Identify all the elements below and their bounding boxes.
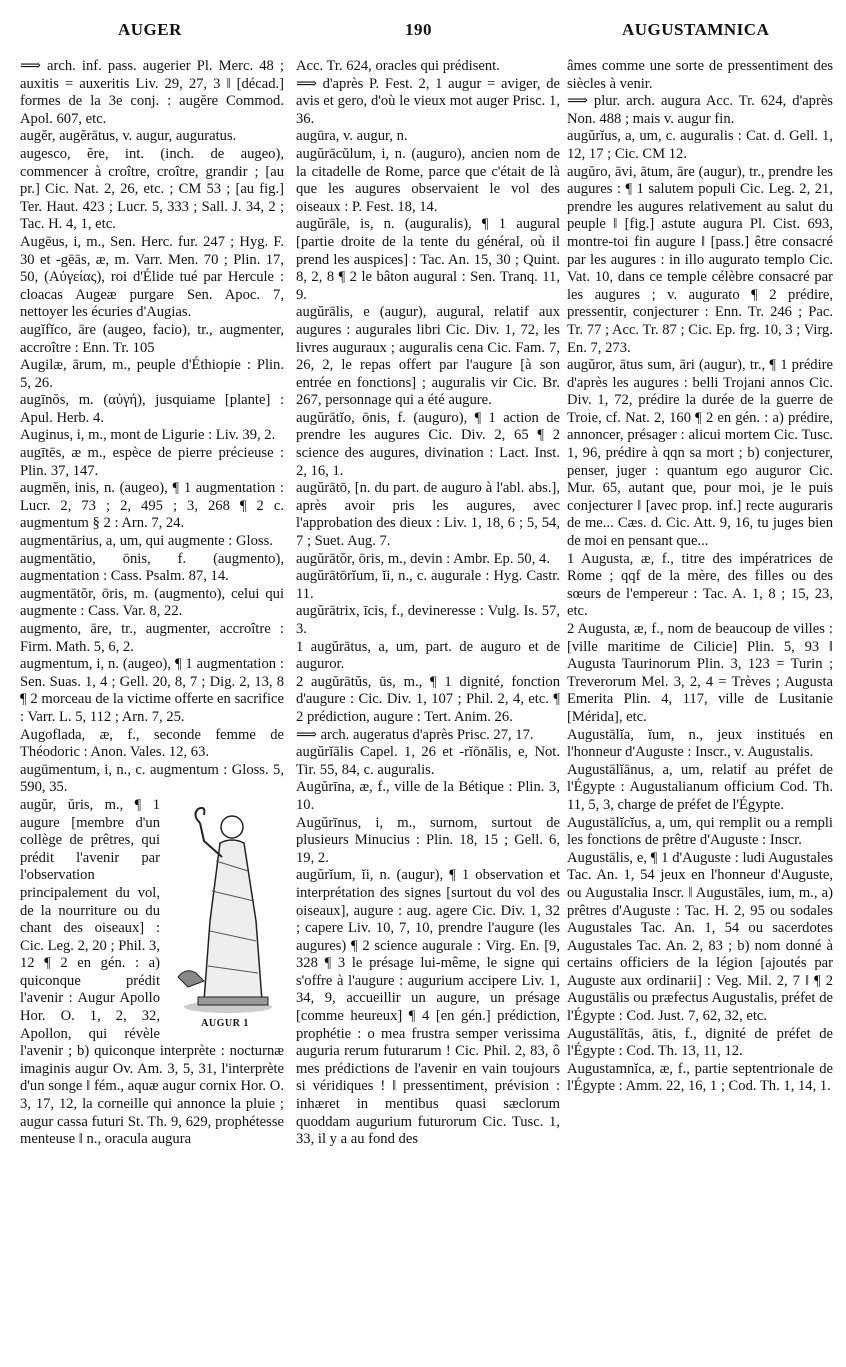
entry: augŭrātĭo, ōnis, f. (auguro), ¶ 1 action de prendre les augures Cic. Div. 2, 65 ¶ 2 science des augures, divination : Lact. Inst. 2, 16, 1.: [296, 409, 560, 479]
entry: Augustālĭtās, ātis, f., dignité de préfet de l'Égypte : Cod. Th. 13, 11, 12.: [567, 1025, 833, 1060]
entry: augŭrātō, [n. du part. de auguro à l'abl. abs.], après avoir pris les augures, avec l'approbation des dieux : Liv. 1, 18, 6 ; 5, 54, 7 ; Suet. Aug. 7.: [296, 480, 560, 550]
entry: ⟹ arch. augeratus d'après Prisc. 27, 17.: [296, 726, 534, 743]
entry: augmentārius, a, um, qui augmente : Gloss.: [20, 533, 273, 550]
header-left-guide-word: AUGER: [118, 20, 182, 39]
page-header: [0, 20, 846, 48]
entry: augŭrācŭlum, i, n. (auguro), ancien nom de la citadelle de Rome, parce que c'était de là que les augures observaient le vol des oiseaux : P. Fest. 18, 14.: [296, 145, 560, 215]
column-2: [296, 58, 560, 1149]
entry: ⟹ d'après P. Fest. 2, 1 augur = aviger, de avis et gero, d'où le vieux mot auger Prisc. 1, 36.: [296, 75, 560, 127]
entry: augŭrāle, is, n. (auguralis), ¶ 1 augural [partie droite de la tente du général, où il prend les auspices] : Tac. An. 15, 30 ; Quint. 8, 2, 8 ¶ 2 le bâton augural : Sen. Tranq. 11, 9.: [296, 216, 560, 303]
entry: Augoflada, æ, f., seconde femme de Théodoric : Anon. Vales. 12, 63.: [20, 726, 284, 761]
entry: augĭfĭco, āre (augeo, facio), tr., augmenter, accroître : Enn. Tr. 105: [20, 321, 284, 356]
entry: augmentum, i, n. (augeo), ¶ 1 augmentation : Sen. Suas. 1, 4 ; Gell. 20, 8, 7 ; Dig. 2, 13, 8 ¶ 2 morceau de la victime offerte en sacrifice : Varr. L. 5, 112 ; Arn. 7, 25.: [20, 656, 284, 725]
entry: augŭrĭālis Capel. 1, 26 et -rĭōnālis, e, Not. Tir. 55, 84, c. auguralis.: [296, 744, 560, 778]
entry: augmentātio, ōnis, f. (augmento), augmentation : Cass. Psalm. 87, 14.: [20, 550, 284, 585]
entry: Auginus, i, m., mont de Ligurie : Liv. 39, 2.: [20, 427, 276, 444]
entry: 1 augŭrātus, a, um, part. de auguro et de auguror.: [296, 638, 560, 673]
entry: augĕr, augĕrātus, v. augur, auguratus.: [20, 128, 237, 145]
header-right-guide-word: AUGUSTAMNICA: [622, 20, 770, 39]
entry: 2 augŭrātŭs, ūs, m., ¶ 1 dignité, fonction d'augure : Cic. Div. 1, 107 ; Phil. 2, 4, etc. ¶ 2 prédiction, augure : Tert. Anim. 26.: [296, 673, 560, 725]
entry: augīnŏs, m. (αὐγή), jusquiame [plante] : Apul. Herb. 4.: [20, 392, 284, 426]
entry: Augēus, i, m., Sen. Herc. fur. 247 ; Hyg. F. 30 et -gēās, æ, m. Varr. Men. 70 ; Plin. 17, 50, (Αὐγείας), roi d'Élide tué par Hercule : cloacas Augeæ purgare Sen. Apoc. 7, nettoyer les écuries d'Augias.: [20, 233, 284, 321]
entry: augūmentum, i, n., c. augmentum : Gloss. 5, 590, 35.: [20, 761, 284, 796]
entry: augŭror, ātus sum, āri (augur), tr., ¶ 1 prédire d'après les augures : belli Trojani annos Cic. Div. 1, 72, prédire la durée de la guerre de Troie, cf. Nat. 2, 160 ¶ 2 en gén. : a) prédire, annoncer, présager : alicui mortem Cic. Tusc. 1, 96, prédire à qqn sa mort ; b) conjecturer, penser, juger : quantum ego auguror Cic. Mur. 65, autant que, pour moi, je le puis conjecturer ‖ [avec prop. inf.] recte auguraris de me... Cæs. d. Cic. Att. 9, 16, tu juges bien de moi en pensant que...: [567, 357, 833, 550]
column-1: [20, 58, 284, 1149]
entry: augesco, ĕre, int. (inch. de augeo), commencer à croître, croître, grandir ; [au pr.] Cic. Nat. 2, 26, etc. ; CM 53 ; [au fig.] Ter. Haut. 423 ; Lucr. 5, 333 ; Sall. J. 34, 2 ; Tac. H. 4, 1, etc.: [20, 145, 284, 233]
entry: augŭrātrix, īcis, f., devineresse : Vulg. Is. 57, 3.: [296, 603, 560, 637]
entry: Augustālis, e, ¶ 1 d'Auguste : ludi Augustales Tac. An. 1, 54 jeux en l'honneur d'Auguste, ou Augustalia Inscr. ‖ Augustāles, ium, m., a) prêtres d'Auguste : Tac. H. 2, 95 ou sodales Augustales Tac. An. 1, 54 ou sacerdotes Augustales Tac. An. 2, 83 ; b) nom donné à certains officiers de la légion [ajoutés par Auguste aux ordinarii] : Veg. Mil. 2, 7 ‖ ¶ 2 Augustālis ou præfectus Augustalis, préfet de l'Égypte : Cod. Just. 7, 62, 32, etc.: [567, 849, 833, 1025]
entry: Augustālĭa, ĭum, n., jeux institués en l'honneur d'Auguste : Inscr., v. Augustalis.: [567, 726, 833, 761]
entry: âmes comme une sorte de pressentiment des siècles à venir.: [567, 58, 833, 92]
entry: Augilæ, ārum, m., peuple d'Éthiopie : Plin. 5, 26.: [20, 357, 284, 391]
entry: ⟹ arch. inf. pass. augerier Pl. Merc. 48 ; auxitis = auxeritis Liv. 29, 27, 3 ‖ [décad.] formes de la 3e conj. : augĕre Commod. Apol. 607, etc.: [20, 58, 284, 127]
entry: augūra, v. augur, n.: [296, 128, 408, 145]
entry: 1 Augusta, æ, f., titre des impératrices de Rome ; qqf de la mère, des filles ou des sœurs de l'empereur : Tac. A. 1, 8 ; 15, 23, etc.: [567, 550, 833, 620]
entry: Augustamnĭca, æ, f., partie septentrionale de l'Égypte : Amm. 22, 16, 1 ; Cod. Th. 1, 14, 1.: [567, 1060, 833, 1095]
figure-caption: AUGUR 1: [201, 1017, 249, 1029]
entry: Acc. Tr. 624, oracles qui prédisent.: [296, 58, 500, 74]
entry: augŭro, āvi, ātum, āre (augur), tr., prendre les augures : ¶ 1 salutem populi Cic. Leg. 2, 21, prendre les augures relativement au salut du peuple ‖ [fig.] astute augura Pl. Cist. 693, montre-toi fin augure ‖ [pass.] être consacré par les augures : in illo augurato templo Cic. Vat. 10, dans ce temple célèbre consacré par les augures ; v. augurato ¶ 2 prédire, pressentir, conjecturer : Enn. Tr. 246 ; Pac. Tr. 77 ; Acc. Tr. 87 ; Cic. Ep. frg. 10, 3 ; Virg. En. 7, 273.: [567, 163, 833, 356]
column-3: [567, 58, 833, 1096]
entry: augŭrālis, e (augur), augural, relatif aux augures : augurales libri Cic. Div. 1, 72, les livres auguraux ; auguralis cena Cic. Fam. 7, 26, 2, le repas offert par l'augure [à son entrée en fonctions] ; auguralis vir Cic. Br. 267, personnage qui a été augure.: [296, 304, 560, 409]
entry: augŭr, ŭris, m., ¶ 1 augure [membre d'un collège de prêtres, qui prédit l'avenir par l'observation principalement du vol, de la nourriture ou du chant des oiseaux] : Cic. Leg. 2, 20 ; Phil. 3, 12 ¶ 2 en gén. : a) quiconque prédit l'avenir : Augur Apollo Hor. O. 1, 2, 32, Apollon, qui révèle l'avenir ; b) quiconque interprète : nocturnæ imaginis augur Ov. Am. 3, 5, 31, l'interprète d'un songe ‖ fém., aquæ augur cornix Hor. O. 3, 17, 12, la corneille qui annonce la pluie ; augur cassa futuri St. Th. 9, 629, prophétesse menteuse ‖ n., oracula augura: [20, 796, 284, 1148]
entry: augmentātŏr, ōris, m. (augmento), celui qui augmente : Cass. Var. 8, 22.: [20, 585, 284, 620]
entry: augmento, āre, tr., augmenter, accroître : Firm. Math. 5, 6, 2.: [20, 621, 284, 655]
entry: augŭrātŏr, ōris, m., devin : Ambr. Ep. 50, 4.: [296, 550, 550, 567]
entry: augŭrĭus, a, um, c. auguralis : Cat. d. Gell. 1, 12, 17 ; Cic. CM 12.: [567, 128, 833, 162]
entry: augŭrĭum, ĭi, n. (augur), ¶ 1 observation et interprétation des signes [surtout du vol des oiseaux], augure : aug. agere Cic. Div. 1, 32 ; capere Liv. 10, 7, 10, prendre l'augure (les augures) ¶ 2 science augurale : Virg. En. [9, 328 ¶ 3 le présage lui-même, le signe qui s'offre à l'augure : augurium accipere Liv. 1, 34, 9, accueillir un augure, un présage [comme heureux] ¶ 4 [en gén.] prédiction, prophétie : o mea frustra semper verissima auguria rerum futurarum ! Cic. Phil. 2, 83, ô mes prédictions de l'avenir en vain toujours si véridiques ! ‖ pressentiment, prévision : inhæret in mentibus quasi sæclorum quoddam augurium futurorum Cic. Tusc. 1, 33, il y a au fond des: [296, 867, 560, 1148]
page-number: 190: [405, 20, 432, 39]
entry: Augŭrīnus, i, m., surnom, surtout de plusieurs Minucius : Plin. 18, 15 ; Gell. 6, 19, 2.: [296, 814, 560, 866]
augur-figure: [166, 801, 284, 1033]
entry: augmĕn, inis, n. (augeo), ¶ 1 augmentation : Lucr. 2, 73 ; 2, 495 ; 3, 268 ¶ 2 c. augmentum § 2 : Arn. 7, 24.: [20, 480, 284, 532]
entry: augītēs, æ m., espèce de pierre précieuse : Plin. 37, 147.: [20, 445, 284, 479]
entry: ⟹ plur. arch. augura Acc. Tr. 624, d'après Non. 488 ; mais v. augur fin.: [567, 93, 833, 127]
entry: augŭrātōrĭum, ĭi, n., c. augurale : Hyg. Castr. 11.: [296, 568, 560, 602]
entry: Augŭrīna, æ, f., ville de la Bétique : Plin. 3, 10.: [296, 779, 560, 813]
entry: Augustālĭcĭus, a, um, qui remplit ou a rempli les fonctions de prêtre d'Auguste : Inscr.: [567, 814, 833, 849]
entry: Augustālĭānus, a, um, relatif au préfet de l'Égypte : Augustalianum officium Cod. Th. 11, 5, 3, charge de préfet de l'Égypte.: [567, 761, 833, 813]
entry: 2 Augusta, æ, f., nom de beaucoup de villes : [ville maritime de Cilicie] Plin. 5, 93 ‖ Augusta Taurinorum Plin. 3, 123 = Turin ; Treverorum Mel. 3, 2, 4 = Trèves ; Augusta Emerita Plin. 4, 117, ville de Lusitanie [Mérida], etc.: [567, 621, 833, 725]
augur-illustration: [170, 801, 280, 1015]
